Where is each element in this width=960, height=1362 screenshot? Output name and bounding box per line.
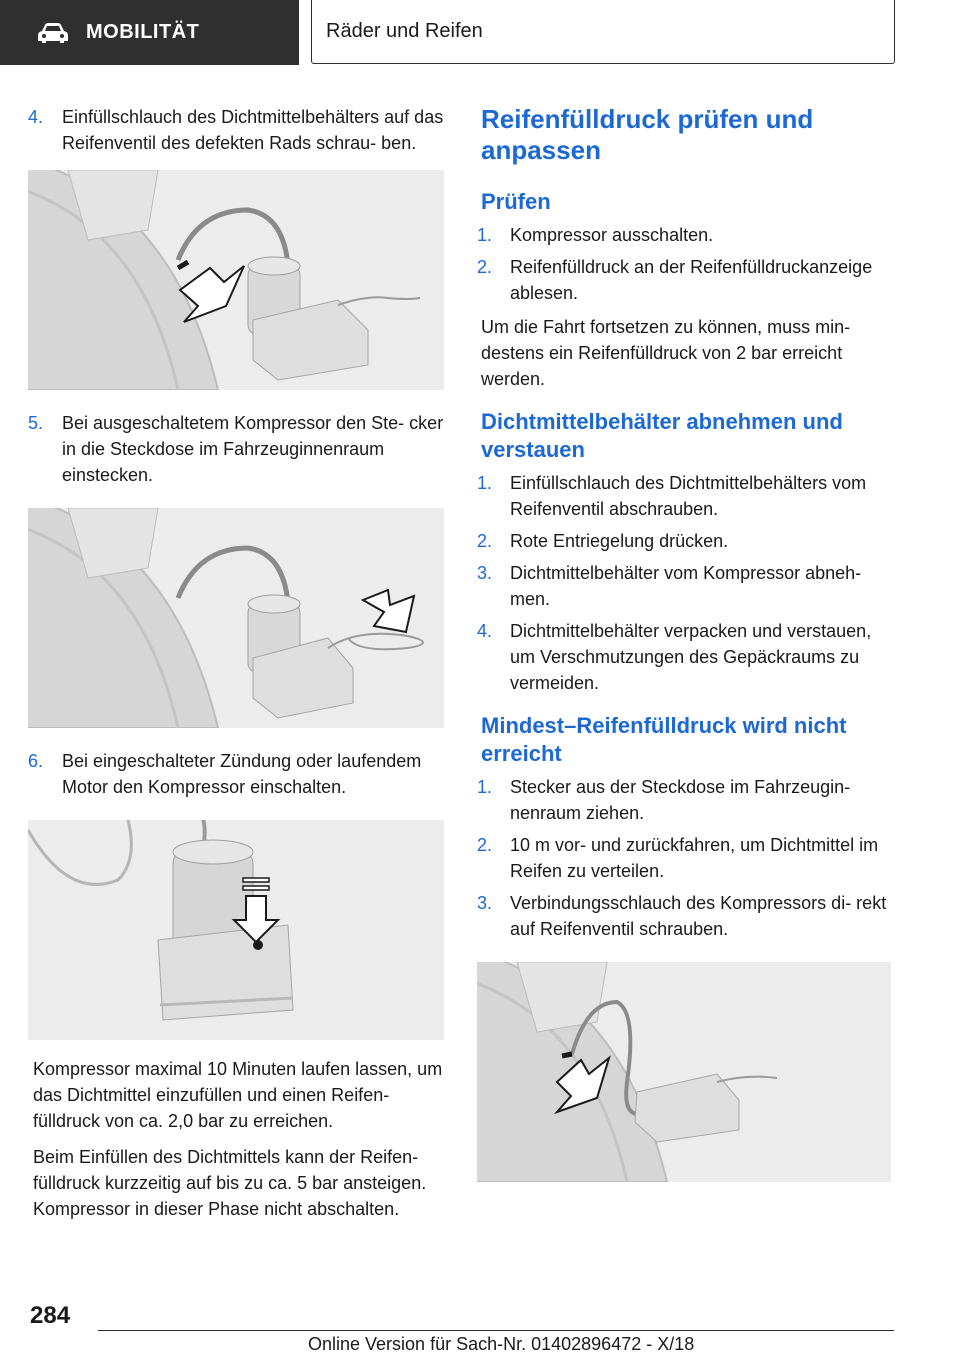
- step-number: 4.: [28, 107, 44, 127]
- figure-hose-on-valve: [28, 170, 444, 390]
- step-text: Bei ausgeschaltetem Kompressor den Ste- cker in die Steckdose im Fahrzeuginnenraum einstecken.: [62, 413, 444, 485]
- step-number: 1.: [477, 473, 493, 493]
- step-text: Stecker aus der Steckdose im Fahrzeugin- nenraum ziehen.: [510, 777, 851, 823]
- step-text: Dichtmittelbehälter verpacken und verstauen, um Verschmutzungen des Gepäckraums zu vermeiden.: [510, 621, 872, 693]
- step-number: 1.: [477, 777, 493, 797]
- step-item: [477, 560, 897, 612]
- chapter-title: Räder und Reifen: [326, 20, 483, 42]
- step-item: [477, 222, 897, 248]
- step-text: 10 m vor- und zurückfahren, um Dichtmittel im Reifen zu verteilen.: [510, 835, 879, 881]
- step-list: [477, 774, 897, 942]
- step-number: 6.: [28, 751, 44, 771]
- step-text: Dichtmittelbehälter vom Kompressor abneh- men.: [510, 563, 862, 609]
- section-title: MOBILITÄT: [86, 21, 200, 43]
- step-number: 2.: [477, 257, 493, 277]
- left-column: [28, 104, 444, 1222]
- step-number: 5.: [28, 413, 44, 433]
- step-text: Rote Entriegelung drücken.: [510, 531, 729, 551]
- car-icon: [36, 21, 70, 45]
- step-number: 3.: [477, 563, 493, 583]
- step-text: Verbindungsschlauch des Kompressors di- rekt auf Reifenventil schrauben.: [510, 893, 887, 939]
- figure-plug-into-socket: [28, 508, 444, 728]
- step-number: 2.: [477, 531, 493, 551]
- step-number: 1.: [477, 225, 493, 245]
- step-item: [477, 774, 897, 826]
- section-heading: Reifenfülldruck prüfen und anpassen: [481, 104, 814, 165]
- step-item: [477, 890, 897, 942]
- footer-online-version: Online Version für Sach-Nr. 01402896472 - X/18: [308, 1334, 695, 1354]
- step-item: [477, 832, 897, 884]
- paragraph: Kompressor maximal 10 Minuten laufen lassen, um das Dichtmittel einzufüllen und einen Reifen- fülldruck von ca. 2,0 bar zu erreichen.: [33, 1059, 443, 1131]
- step-item: [477, 254, 897, 306]
- step-text: Einfüllschlauch des Dichtmittelbehälters auf das Reifenventil des defekten Rads schrau- ben.: [62, 107, 444, 153]
- step-item: [28, 104, 444, 156]
- step-item: [477, 618, 897, 696]
- chapter-tab: [311, 0, 895, 64]
- step-item: [477, 528, 897, 554]
- step-text: Kompressor ausschalten.: [510, 225, 714, 245]
- step-item: [28, 748, 444, 800]
- step-list: [477, 470, 897, 696]
- subsection-heading: Dichtmittelbehälter abnehmen und verstauen: [481, 409, 843, 462]
- step-text: Bei eingeschalteter Zündung oder laufendem Motor den Kompressor einschalten.: [62, 751, 422, 797]
- figure-compressor-switch: [28, 820, 444, 1040]
- paragraph: Um die Fahrt fortsetzen zu können, muss min- destens ein Reifenfülldruck von 2 bar erreicht werden.: [481, 317, 851, 389]
- step-number: 3.: [477, 893, 493, 913]
- step-text: Reifenfülldruck an der Reifenfülldruckanzeige ablesen.: [510, 257, 873, 303]
- page-number: 284: [30, 1302, 71, 1329]
- subsection-heading: Prüfen: [481, 189, 551, 214]
- step-item: [28, 410, 444, 488]
- right-column: [477, 104, 897, 1182]
- step-item: [477, 470, 897, 522]
- step-text: Einfüllschlauch des Dichtmittelbehälters vom Reifenventil abschrauben.: [510, 473, 867, 519]
- figure-hose-on-valve-direct: [477, 962, 891, 1182]
- step-list: [477, 222, 897, 306]
- step-number: 4.: [477, 621, 493, 641]
- subsection-heading: Mindest–Reifenfülldruck wird nicht erreicht: [481, 713, 847, 766]
- section-tab: [0, 0, 299, 65]
- paragraph: Beim Einfüllen des Dichtmittels kann der Reifen- fülldruck kurzzeitig auf bis zu ca. 5 bar ansteigen. Kompressor in dieser Phase nicht abschalten.: [33, 1147, 427, 1219]
- footer-divider: [98, 1330, 894, 1331]
- step-number: 2.: [477, 835, 493, 855]
